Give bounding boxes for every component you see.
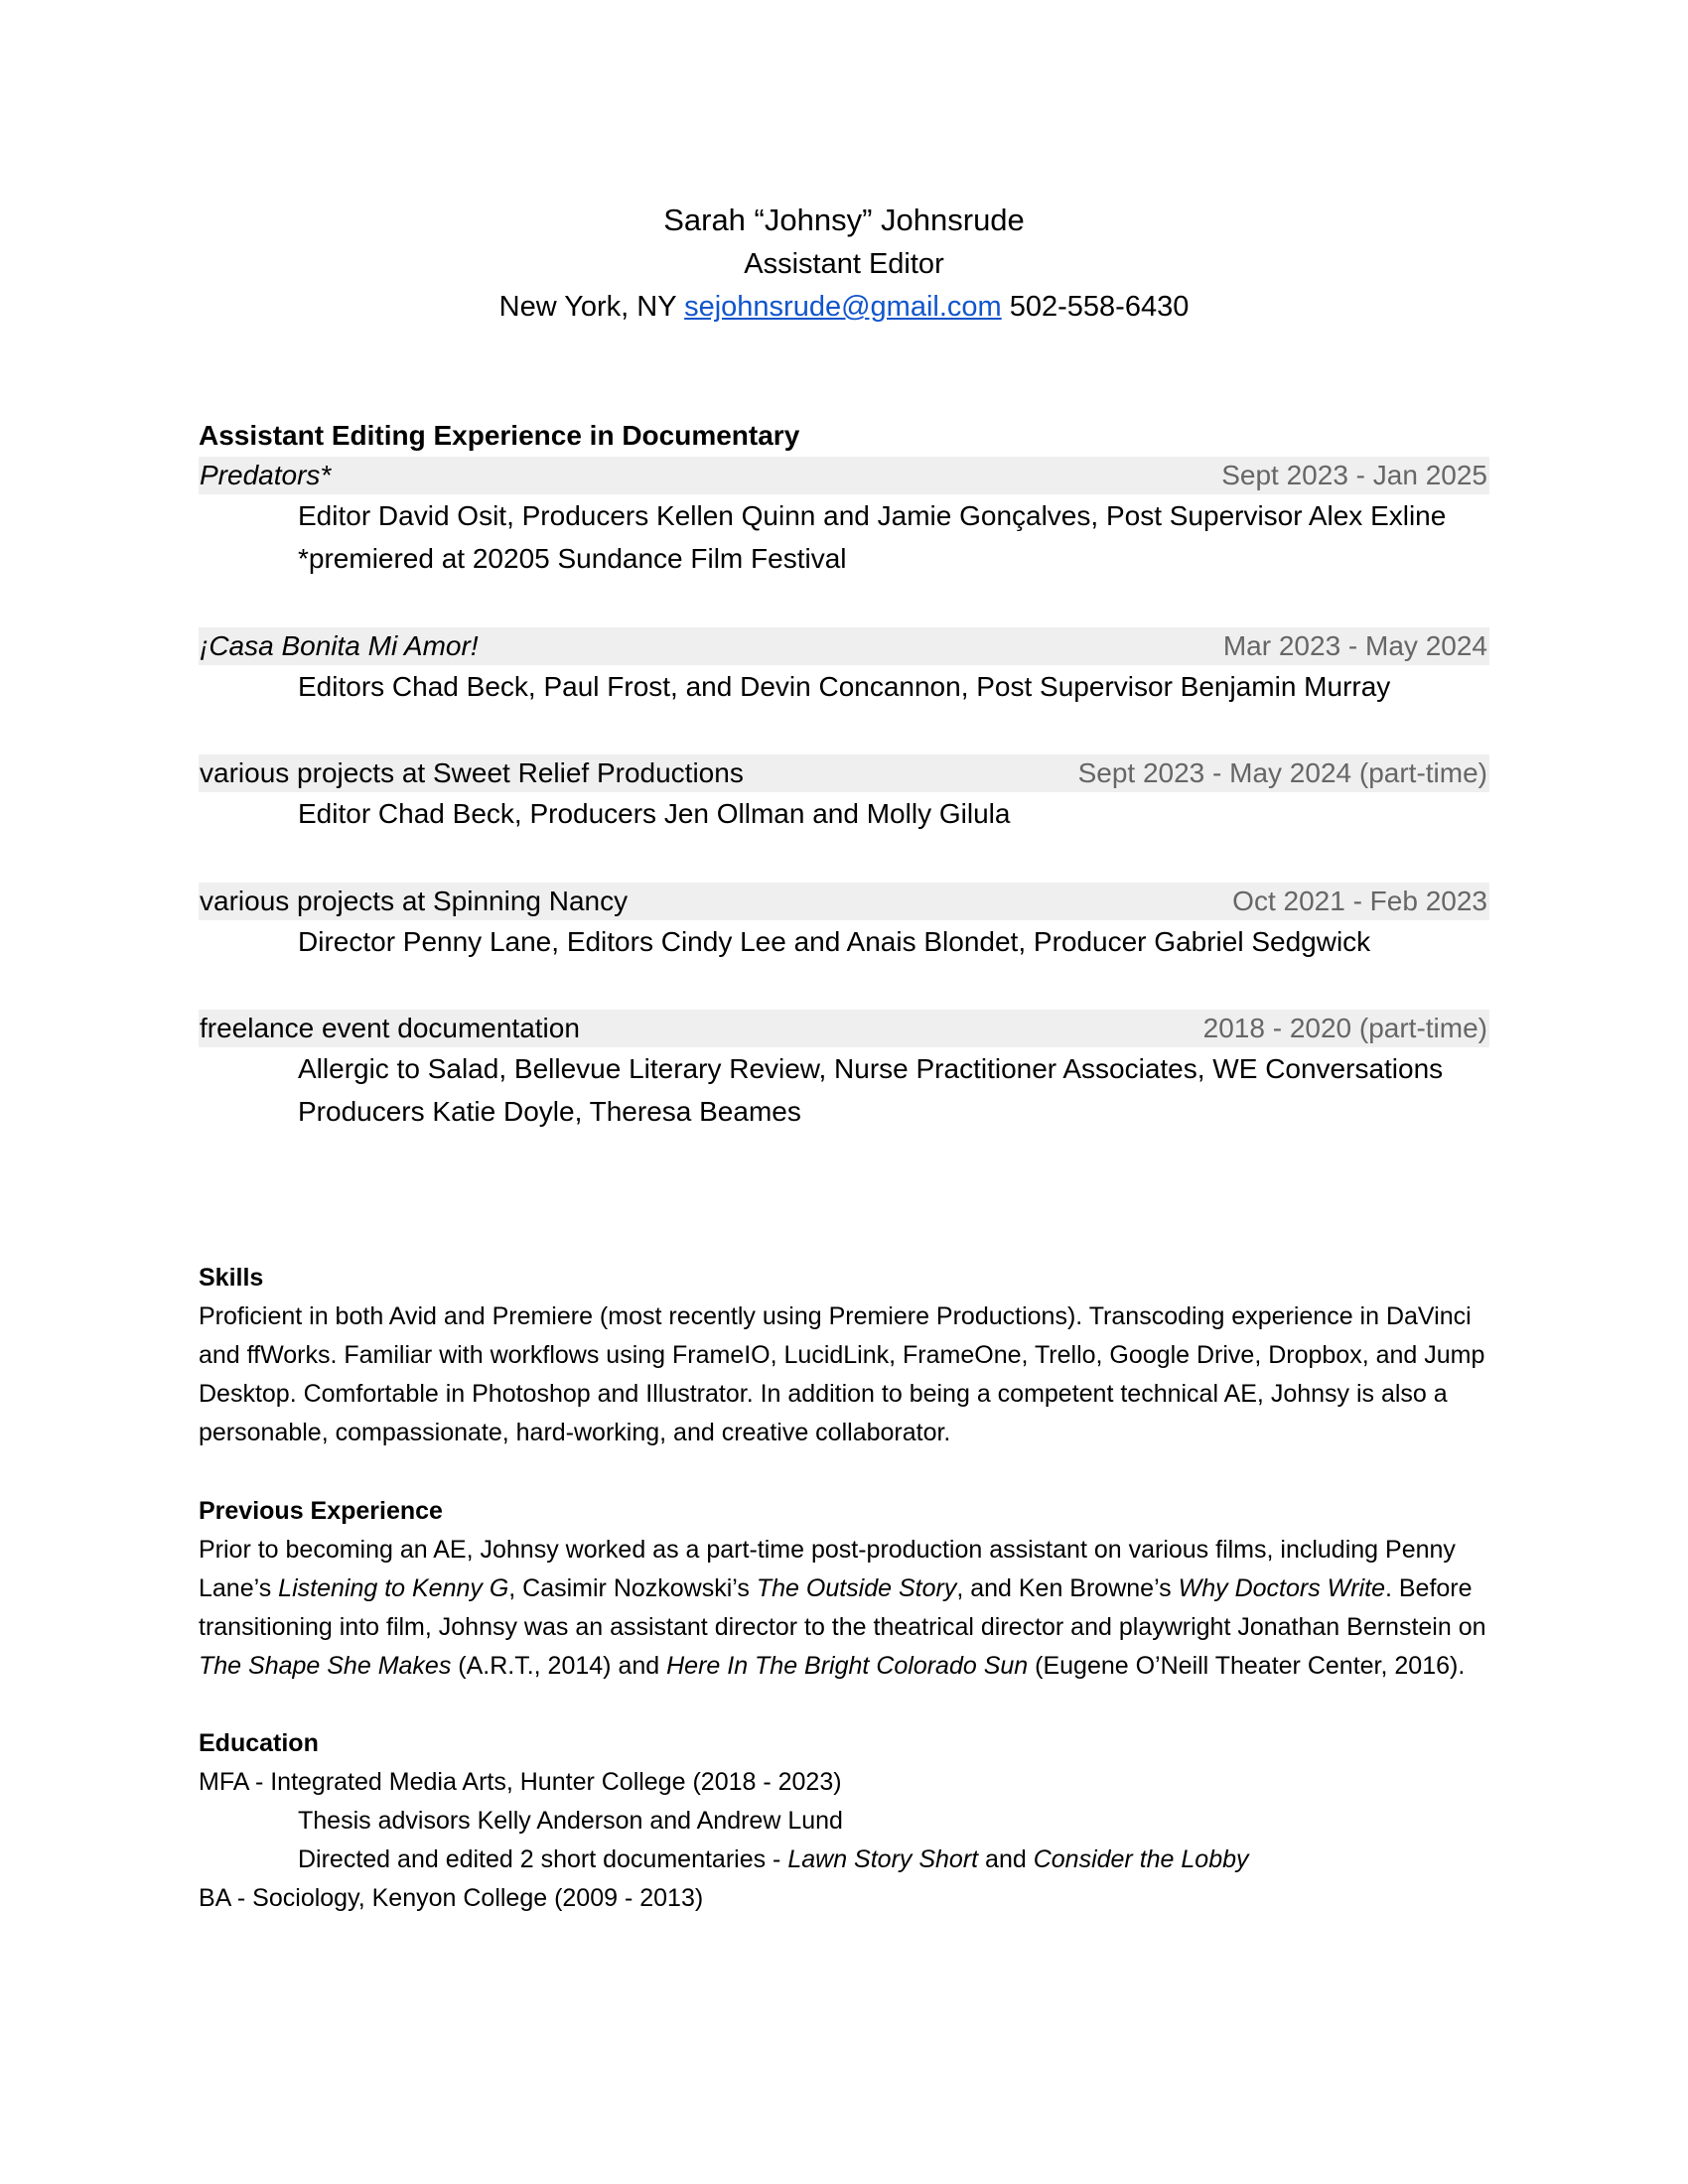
job-header-bar xyxy=(199,883,1489,920)
job-entry xyxy=(199,457,1489,580)
job-title: various projects at Sweet Relief Productions xyxy=(200,757,744,788)
education-thesis: Thesis advisors Kelly Anderson and Andrew Lund xyxy=(298,1807,843,1835)
location: New York, NY xyxy=(498,291,677,323)
job-dates: Sept 2023 - Jan 2025 xyxy=(1221,460,1487,490)
job-entry xyxy=(199,627,1489,708)
education-section xyxy=(199,1724,1494,1918)
job-title: Assistant Editor xyxy=(744,248,944,280)
job-dates: Sept 2023 - May 2024 (part-time) xyxy=(1077,757,1487,788)
experience-heading: Assistant Editing Experience in Documentary xyxy=(199,420,800,451)
job-detail: *premiered at 20205 Sundance Film Festival xyxy=(298,543,847,574)
play-title: Here In The Bright Colorado Sun xyxy=(666,1652,1029,1680)
email-link[interactable]: sejohnsrude@gmail.com xyxy=(684,291,1002,323)
skills-section xyxy=(199,1259,1494,1452)
skills-heading: Skills xyxy=(199,1264,264,1292)
job-entry xyxy=(199,754,1489,835)
job-title: freelance event documentation xyxy=(200,1013,580,1043)
education-mfa: MFA - Integrated Media Arts, Hunter College (2018 - 2023) xyxy=(199,1768,842,1796)
job-header-bar xyxy=(199,1010,1489,1047)
job-title: various projects at Spinning Nancy xyxy=(200,886,629,916)
phone-number: 502-558-6430 xyxy=(1009,291,1190,323)
play-title: The Shape She Makes xyxy=(199,1652,452,1680)
job-dates: Oct 2021 - Feb 2023 xyxy=(1232,886,1487,916)
job-dates: 2018 - 2020 (part-time) xyxy=(1202,1013,1487,1043)
job-header-bar xyxy=(199,457,1489,494)
education-heading: Education xyxy=(199,1729,319,1757)
job-detail: Allergic to Salad, Bellevue Literary Review, Nurse Practitioner Associates, WE Conversations xyxy=(298,1053,1444,1084)
resume-name: Sarah “Johnsy” Johnsrude xyxy=(663,203,1025,237)
documentary-title: Lawn Story Short xyxy=(787,1845,979,1873)
job-dates: Mar 2023 - May 2024 xyxy=(1222,630,1487,661)
film-title: Why Doctors Write xyxy=(1178,1574,1385,1602)
education-directed: Directed and edited 2 short documentaries - Lawn Story Short and Consider the Lobby xyxy=(298,1845,1249,1873)
job-entry xyxy=(199,1010,1489,1133)
job-detail: Editors Chad Beck, Paul Frost, and Devin Concannon, Post Supervisor Benjamin Murray xyxy=(298,671,1391,702)
previous-experience-text: Prior to becoming an AE, Johnsy worked as a part-time post-production assistant on various films, including Penny Lane’s Listening to Kenny G, Casimir Nozkowski’s The Outside Story, and Ken Browne’s Why Doctors Write. Before transitioning into film, Johnsy was an assistant director to the theatrical director and playwright Jonathan Bernstein on The Shape She Makes (A.R.T., 2014) and Here In The Bright Colorado Sun (Eugene O’Neill Theater Center, 2016). xyxy=(199,1536,1486,1680)
film-title: Listening to Kenny G xyxy=(278,1574,509,1602)
skills-text: Proficient in both Avid and Premiere (most recently using Premiere Productions). Transcoding experience in DaVinci and ffWorks. Familiar with workflows using FrameIO, LucidLink, FrameOne, Trello, Google Drive, Dropbox, and Jump Desktop. Comfortable in Photoshop and Illustrator. In addition to being a competent technical AE, Johnsy is also a personable, compassionate, hard-working, and creative collaborator. xyxy=(199,1302,1485,1446)
job-header-bar xyxy=(199,754,1489,792)
resume-page xyxy=(199,0,1489,2184)
contact-line xyxy=(199,285,1489,329)
job-entry xyxy=(199,883,1489,963)
job-detail: Producers Katie Doyle, Theresa Beames xyxy=(298,1096,801,1127)
job-detail: Editor Chad Beck, Producers Jen Ollman and Molly Gilula xyxy=(298,798,1011,829)
previous-experience-heading: Previous Experience xyxy=(199,1497,443,1525)
job-title: ¡Casa Bonita Mi Amor! xyxy=(200,630,479,661)
job-detail: Editor David Osit, Producers Kellen Quinn and Jamie Gonçalves, Post Supervisor Alex Exline xyxy=(298,500,1447,531)
previous-experience-section xyxy=(199,1492,1494,1686)
job-title: Predators* xyxy=(200,460,332,490)
film-title: The Outside Story xyxy=(756,1574,957,1602)
documentary-title: Consider the Lobby xyxy=(1033,1845,1249,1873)
job-detail: Director Penny Lane, Editors Cindy Lee and Anais Blondet, Producer Gabriel Sedgwick xyxy=(298,926,1371,957)
job-header-bar xyxy=(199,627,1489,665)
education-ba: BA - Sociology, Kenyon College (2009 - 2013) xyxy=(199,1884,704,1912)
